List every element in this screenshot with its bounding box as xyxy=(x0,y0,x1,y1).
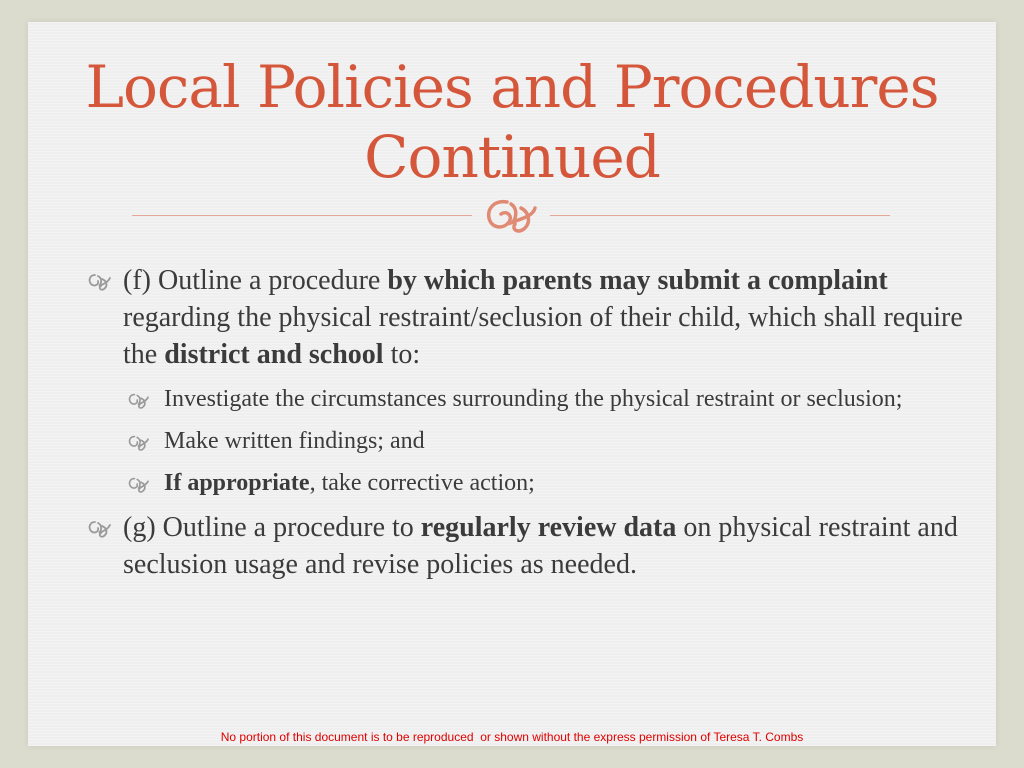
sub-bullet-icon xyxy=(126,474,152,494)
bullet-g-bold-1: regularly review data xyxy=(420,512,677,543)
sub-bullet-3-bold: If appropriate xyxy=(164,470,310,496)
curly-ornament-icon xyxy=(477,194,547,238)
title-line-1: Local Policies and Procedures xyxy=(85,53,939,121)
sub-bullet-icon xyxy=(126,432,152,452)
slide xyxy=(28,22,996,746)
bullet-icon xyxy=(86,270,114,292)
bullet-f-bold-1: by which parents may submit a complaint xyxy=(387,265,888,296)
sub-bullet-icon xyxy=(126,390,152,410)
title-line-2: Continued xyxy=(364,123,660,191)
divider-line-right xyxy=(550,215,890,216)
sub-bullet-2-text: Make written findings; and xyxy=(164,428,425,454)
copyright-footer: No portion of this document is to be reproduced or shown without the express permission of Teresa T. Combs xyxy=(220,730,804,744)
bullet-f-text-2: regarding the physical restraint/seclusion of their child, which shall require the xyxy=(123,302,963,370)
bullet-item-g xyxy=(86,509,986,583)
sub-bullet-1 xyxy=(86,383,986,415)
bullet-g-text-1: (g) Outline a procedure to xyxy=(123,512,421,543)
sub-bullet-3 xyxy=(86,467,986,499)
sub-bullet-3-text: , take corrective action; xyxy=(309,470,535,496)
bullet-g-text-2: on physical restraint and seclusion usage and revise policies as needed. xyxy=(123,512,958,580)
divider-line-left xyxy=(132,215,472,216)
slide-title xyxy=(28,52,996,192)
bullet-f-text-3: to: xyxy=(383,339,421,370)
bullet-item-f xyxy=(86,262,986,373)
bullet-icon xyxy=(86,517,114,539)
bullet-f-bold-2: district and school xyxy=(164,339,384,370)
title-divider xyxy=(132,194,890,238)
sub-bullet-2 xyxy=(86,425,986,457)
sub-bullet-1-text: Investigate the circumstances surrounding the physical restraint or seclusion; xyxy=(164,386,903,412)
bullet-list xyxy=(86,262,986,583)
bullet-f-text-1: (f) Outline a procedure xyxy=(123,265,388,296)
